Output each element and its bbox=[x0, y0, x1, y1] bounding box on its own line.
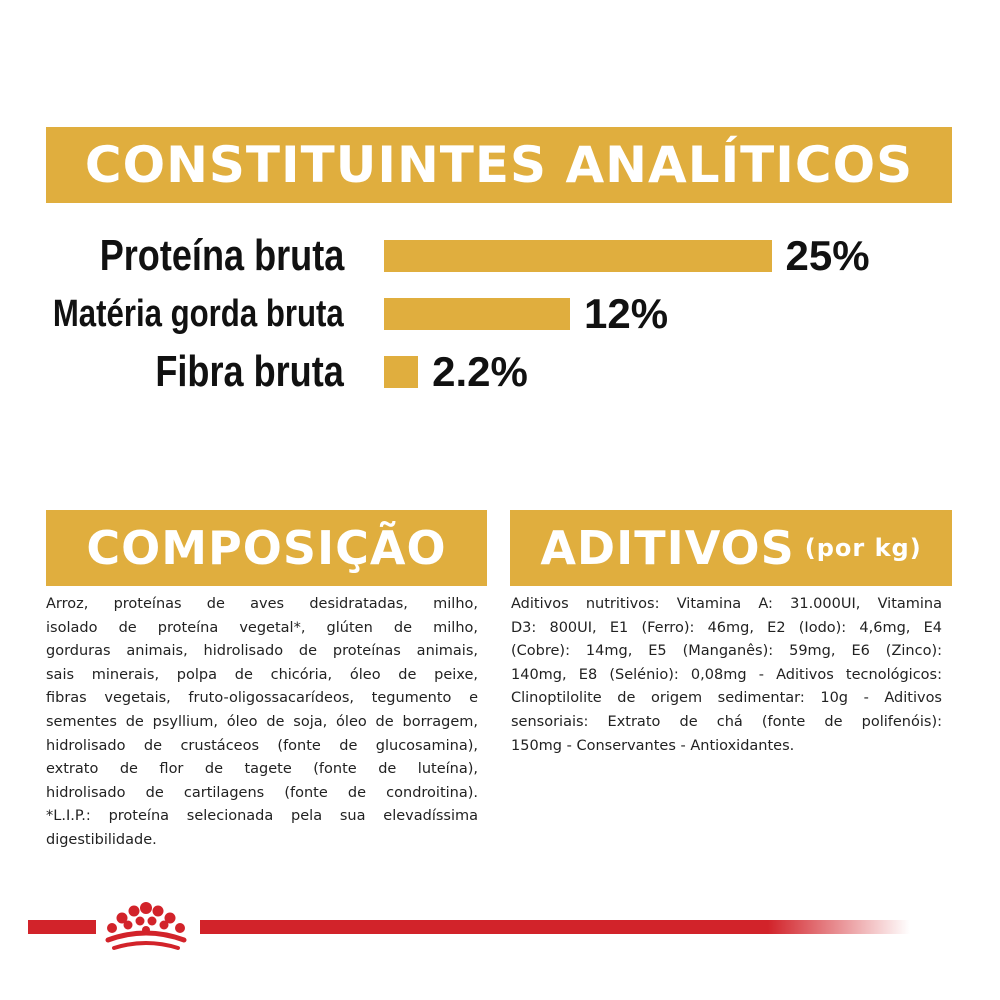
brand-line-left bbox=[28, 920, 96, 934]
analytic-label: Proteína bruta bbox=[99, 231, 344, 280]
analytics-banner bbox=[46, 127, 952, 203]
text-line: extrato de flor de tagete (fonte de luteína), bbox=[46, 761, 478, 778]
additives-text bbox=[511, 593, 942, 758]
crown-icon bbox=[98, 898, 194, 954]
additives-title: ADITIVOS bbox=[540, 521, 795, 575]
brand-line-right bbox=[200, 920, 910, 934]
composition-title: COMPOSIÇÃO bbox=[86, 521, 447, 575]
analytic-row-fat bbox=[0, 286, 1000, 342]
composition-text bbox=[46, 593, 478, 853]
text-line: sais minerais, polpa de chicória, óleo de peixe, bbox=[46, 666, 478, 683]
text-line: 140mg, E8 (Selénio): 0,08mg - Aditivos tecnológicos: bbox=[511, 666, 942, 683]
analytic-value: 2.2% bbox=[432, 348, 528, 395]
text-line: gorduras animais, hidrolisado de proteínas animais, bbox=[46, 643, 478, 660]
analytics-title: CONSTITUINTES ANALÍTICOS bbox=[84, 136, 914, 194]
text-line: digestibilidade. bbox=[46, 831, 157, 848]
analytic-row-protein bbox=[0, 228, 1000, 284]
text-line: fibras vegetais, fruto-oligossacarídeos, tegumento e bbox=[46, 690, 478, 707]
additives-subtitle: (por kg) bbox=[804, 534, 922, 562]
text-line: Aditivos nutritivos: Vitamina A: 31.000UI, Vitamina bbox=[511, 596, 942, 612]
analytic-row-fiber bbox=[0, 344, 1000, 400]
text-line: sementes de psyllium, óleo de soja, óleo de borragem, bbox=[46, 713, 478, 730]
analytic-label: Matéria gorda bruta bbox=[53, 293, 344, 335]
text-line: (Cobre): 14mg, E5 (Manganês): 59mg, E6 (Zinco): bbox=[511, 643, 942, 660]
text-line: *L.I.P.: proteína selecionada pela sua elevadíssima bbox=[46, 808, 478, 825]
text-line: Arroz, proteínas de aves desidratadas, milho, bbox=[46, 596, 478, 612]
analytic-label: Fibra bruta bbox=[155, 347, 344, 396]
text-line: hidrolisado de cartilagens (fonte de condroitina). bbox=[46, 784, 478, 801]
text-line: sensoriais: Extrato de chá (fonte de polifenóis): bbox=[511, 713, 942, 730]
analytic-value: 25% bbox=[785, 232, 870, 279]
analytic-bar bbox=[384, 298, 570, 330]
analytic-bar bbox=[384, 240, 772, 272]
additives-banner bbox=[510, 510, 952, 586]
analytic-bar bbox=[384, 356, 418, 388]
composition-banner bbox=[46, 510, 487, 586]
text-line: hidrolisado de crustáceos (fonte de glucosamina), bbox=[46, 737, 478, 754]
text-line: 150mg - Conservantes - Antioxidantes. bbox=[511, 737, 795, 754]
text-line: D3: 800UI, E1 (Ferro): 46mg, E2 (Iodo): 4,6mg, E4 bbox=[511, 619, 942, 636]
analytic-value: 12% bbox=[584, 290, 669, 337]
text-line: Clinoptilolite de origem sedimentar: 10g - Aditivos bbox=[511, 690, 942, 707]
text-line: isolado de proteína vegetal*, glúten de milho, bbox=[46, 619, 478, 636]
